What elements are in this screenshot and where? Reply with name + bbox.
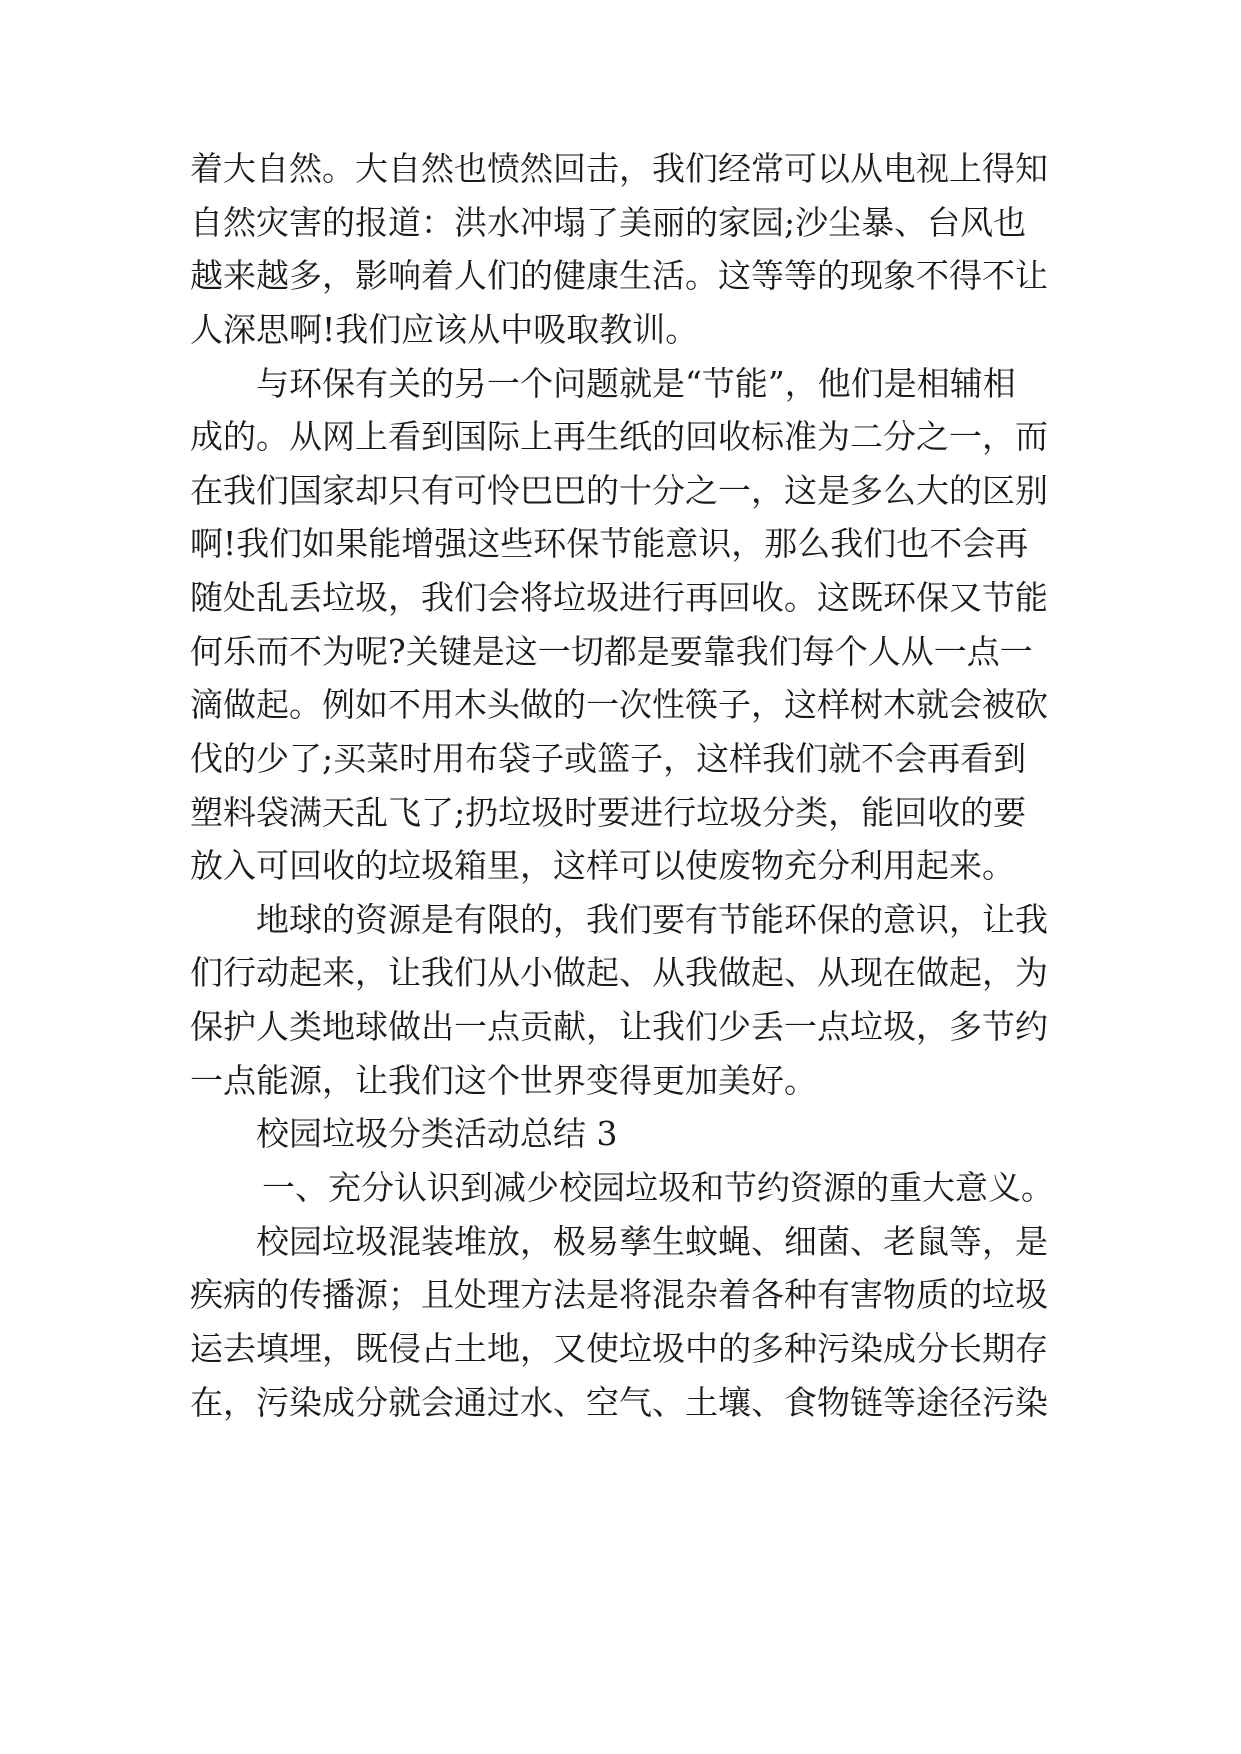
text-line: 人深思啊!我们应该从中吸取教训。: [190, 310, 699, 349]
text-line: 保护人类地球做出一点贡献，让我们少丢一点垃圾，多节约: [190, 1007, 1048, 1046]
paragraph-start-line: 与环保有关的另一个问题就是“节能”，他们是相辅相: [256, 364, 1016, 403]
text-line: 一点能源，让我们这个世界变得更加美好。: [190, 1061, 817, 1100]
section-subheading: 一、充分认识到减少校园垃圾和节约资源的重大意义。: [262, 1168, 1054, 1207]
text-line: 们行动起来，让我们从小做起、从我做起、从现在做起，为: [190, 953, 1048, 992]
text-line: 随处乱丢垃圾，我们会将垃圾进行再回收。这既环保又节能: [190, 578, 1048, 617]
text-line: 何乐而不为呢?关键是这一切都是要靠我们每个人从一点一: [190, 632, 1033, 671]
text-line: 成的。从网上看到国际上再生纸的回收标准为二分之一，而: [190, 417, 1048, 456]
paragraph-start-line: 校园垃圾混装堆放，极易孳生蚊蝇、细菌、老鼠等，是: [256, 1222, 1048, 1261]
text-line: 着大自然。大自然也愤然回击，我们经常可以从电视上得知: [190, 149, 1048, 188]
text-line: 运去填埋，既侵占土地，又使垃圾中的多种污染成分长期存: [190, 1329, 1048, 1368]
text-line: 在我们国家却只有可怜巴巴的十分之一，这是多么大的区别: [190, 471, 1048, 510]
text-line: 伐的少了;买菜时用布袋子或篮子，这样我们就不会再看到: [190, 739, 1027, 778]
text-line: 塑料袋满天乱飞了;扔垃圾时要进行垃圾分类，能回收的要: [190, 793, 1027, 832]
section-heading: 校园垃圾分类活动总结 3: [256, 1114, 618, 1153]
text-line: 在，污染成分就会通过水、空气、土壤、食物链等途径污染: [190, 1383, 1048, 1422]
text-line: 自然灾害的报道：洪水冲塌了美丽的家园;沙尘暴、台风也: [190, 203, 1027, 242]
text-line: 滴做起。例如不用木头做的一次性筷子，这样树木就会被砍: [190, 685, 1048, 724]
text-line: 疾病的传播源；且处理方法是将混杂着各种有害物质的垃圾: [190, 1275, 1048, 1314]
text-line: 越来越多，影响着人们的健康生活。这等等的现象不得不让: [190, 256, 1048, 295]
text-line: 啊!我们如果能增强这些环保节能意识，那么我们也不会再: [190, 524, 1029, 563]
text-line: 放入可回收的垃圾箱里，这样可以使废物充分利用起来。: [190, 846, 1015, 885]
paragraph-start-line: 地球的资源是有限的，我们要有节能环保的意识，让我: [256, 900, 1048, 939]
